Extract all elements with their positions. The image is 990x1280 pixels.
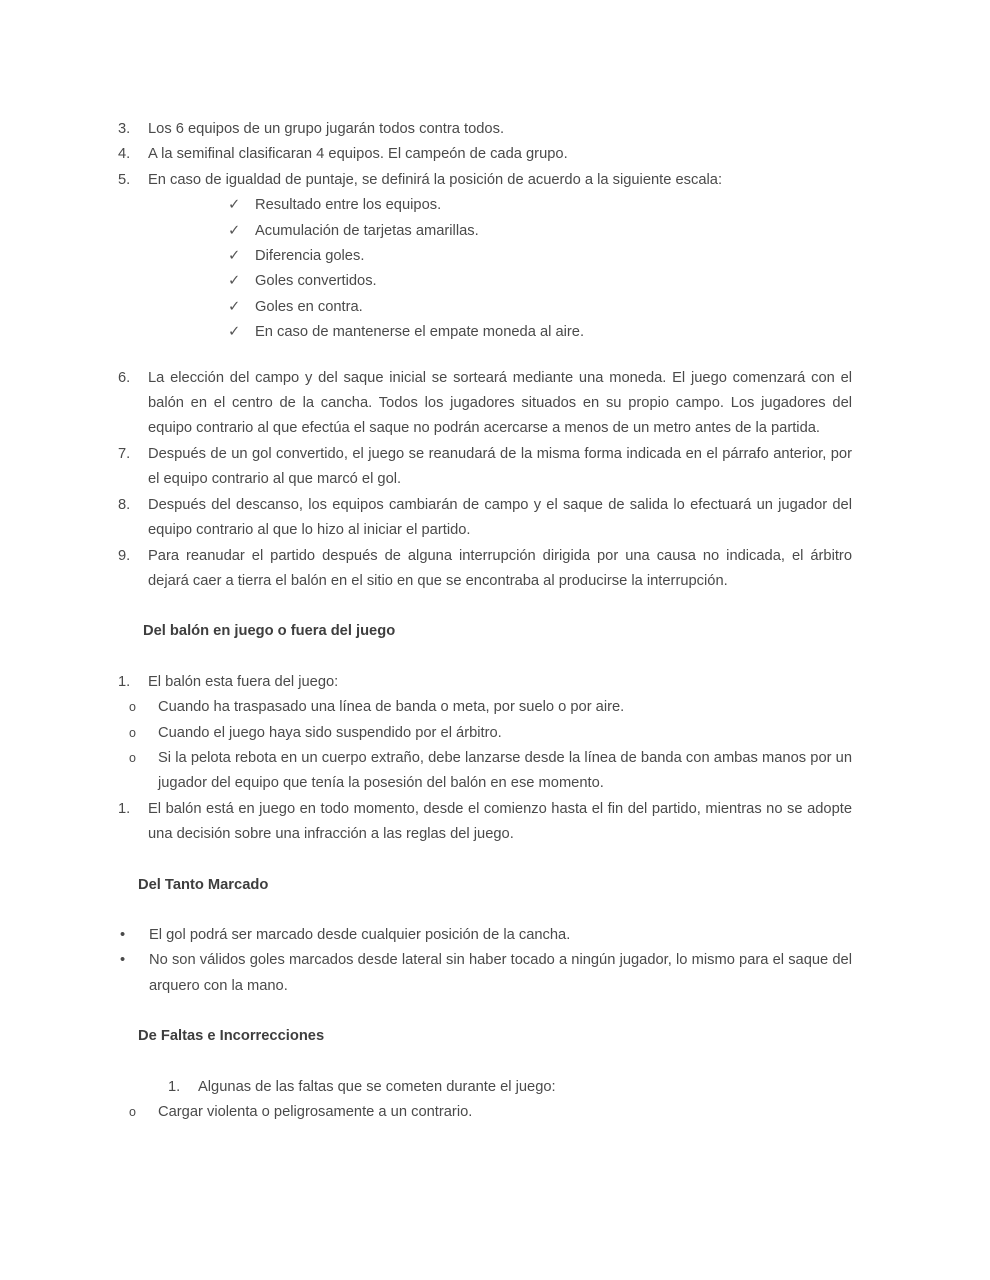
list-item xyxy=(228,244,852,269)
circle-bullet-icon: o xyxy=(129,1105,136,1119)
list-item xyxy=(118,670,852,695)
list-item xyxy=(118,493,852,544)
list-item xyxy=(129,1100,852,1125)
section-heading: Del Tanto Marcado xyxy=(138,876,269,893)
circle-bullet-icon: o xyxy=(129,725,136,740)
list-item xyxy=(118,117,852,142)
list-item-text: No son válidos goles marcados desde lateral sin haber tocado a ningún jugador, lo mismo para el saque del arquero con la mano. xyxy=(149,952,852,994)
list-item xyxy=(120,923,852,948)
checkmark-icon: ✓ xyxy=(228,298,241,315)
list-item-text: A la semifinal clasificaran 4 equipos. El campeón de cada grupo. xyxy=(148,146,568,163)
list-item-text: Diferencia goles. xyxy=(255,248,365,265)
list-number: 1. xyxy=(168,1078,181,1095)
bullet-icon: • xyxy=(120,952,126,969)
list-item-text: El gol podrá ser marcado desde cualquier posición de la cancha. xyxy=(149,926,571,943)
list-item xyxy=(129,695,852,720)
list-item-text: En caso de mantenerse el empate moneda al aire. xyxy=(255,324,585,341)
bullet-icon: • xyxy=(120,926,126,943)
list-item xyxy=(118,142,852,167)
list-item xyxy=(118,366,852,442)
list-number: 7. xyxy=(118,445,131,462)
list-item-text: En caso de igualdad de puntaje, se definirá la posición de acuerdo a la siguiente escala: xyxy=(148,171,723,188)
list-item xyxy=(228,269,852,294)
list-item-text: La elección del campo y del saque inicial se sorteará mediante una moneda. El juego comenzará con el balón en el centro de la cancha. Todos los jugadores situados en su propio campo. Los jugadores del equipo contrario al que efectúa el saque no podrán acercarse a menos de un metro antes de la partida. xyxy=(148,369,852,437)
list-item-text: El balón está en juego en todo momento, desde el comienzo hasta el fin del partido, mientras no se adopte una decisión sobre una infracción a las reglas del juego. xyxy=(148,800,852,843)
checkmark-icon: ✓ xyxy=(228,248,241,265)
list-number: 6. xyxy=(118,369,131,386)
list-item-text: Goles convertidos. xyxy=(255,273,377,290)
list-item xyxy=(118,544,852,595)
list-item-text: El balón esta fuera del juego: xyxy=(148,673,339,690)
checkmark-icon: ✓ xyxy=(228,273,241,290)
list-item-text: Cuando ha traspasado una línea de banda o meta, por suelo o por aire. xyxy=(158,699,625,716)
list-item-text: Para reanudar el partido después de alguna interrupción dirigida por una causa no indicada, el árbitro dejará caer a tierra el balón en el sitio en que se encontraba al producirse la interrupción. xyxy=(148,547,852,589)
list-item xyxy=(228,295,852,320)
circle-bullet-icon: o xyxy=(129,750,136,765)
section-heading: Del balón en juego o fuera del juego xyxy=(143,623,396,640)
list-item-text: Resultado entre los equipos. xyxy=(255,197,442,214)
list-item-text: Después de un gol convertido, el juego se reanudará de la misma forma indicada en el párrafo anterior, por el equipo contrario al que marcó el gol. xyxy=(148,445,852,488)
list-item-text: Cuando el juego haya sido suspendido por el árbitro. xyxy=(158,724,502,741)
list-item-text: Acumulación de tarjetas amarillas. xyxy=(255,222,479,239)
checkmark-icon: ✓ xyxy=(228,197,241,214)
checkmark-icon: ✓ xyxy=(228,222,241,239)
list-item xyxy=(118,797,852,848)
list-item-text: Goles en contra. xyxy=(255,298,363,315)
list-item xyxy=(118,168,852,193)
list-item-text: Después del descanso, los equipos cambiarán de campo y el saque de salida lo efectuará un jugador del equipo contrario al que lo hizo al iniciar el partido. xyxy=(148,496,852,539)
list-number: 8. xyxy=(118,496,131,513)
list-item-text: Algunas de las faltas que se cometen durante el juego: xyxy=(198,1078,556,1095)
list-number: 1. xyxy=(118,673,131,690)
section-heading: De Faltas e Incorrecciones xyxy=(138,1028,325,1045)
list-item xyxy=(118,442,852,493)
list-item xyxy=(129,721,852,746)
list-number: 3. xyxy=(118,121,131,137)
checkmark-icon: ✓ xyxy=(228,324,241,341)
list-item xyxy=(120,948,852,999)
list-number: 1. xyxy=(118,800,131,817)
list-item-text: Cargar violenta o peligrosamente a un contrario. xyxy=(158,1104,473,1120)
list-number: 5. xyxy=(118,171,131,188)
list-item-text: Los 6 equipos de un grupo jugarán todos contra todos. xyxy=(148,121,505,137)
list-item-text: Si la pelota rebota en un cuerpo extraño, debe lanzarse desde la línea de banda con ambas manos por un jugador del equipo que tenía la posesión del balón en ese momento. xyxy=(158,749,852,792)
list-item xyxy=(228,219,852,244)
list-item xyxy=(168,1075,852,1100)
list-item xyxy=(228,193,852,218)
document-content xyxy=(118,117,852,1125)
list-item xyxy=(228,320,852,345)
circle-bullet-icon: o xyxy=(129,700,136,715)
list-item xyxy=(129,746,852,797)
list-number: 9. xyxy=(118,547,131,564)
list-number: 4. xyxy=(118,146,131,163)
